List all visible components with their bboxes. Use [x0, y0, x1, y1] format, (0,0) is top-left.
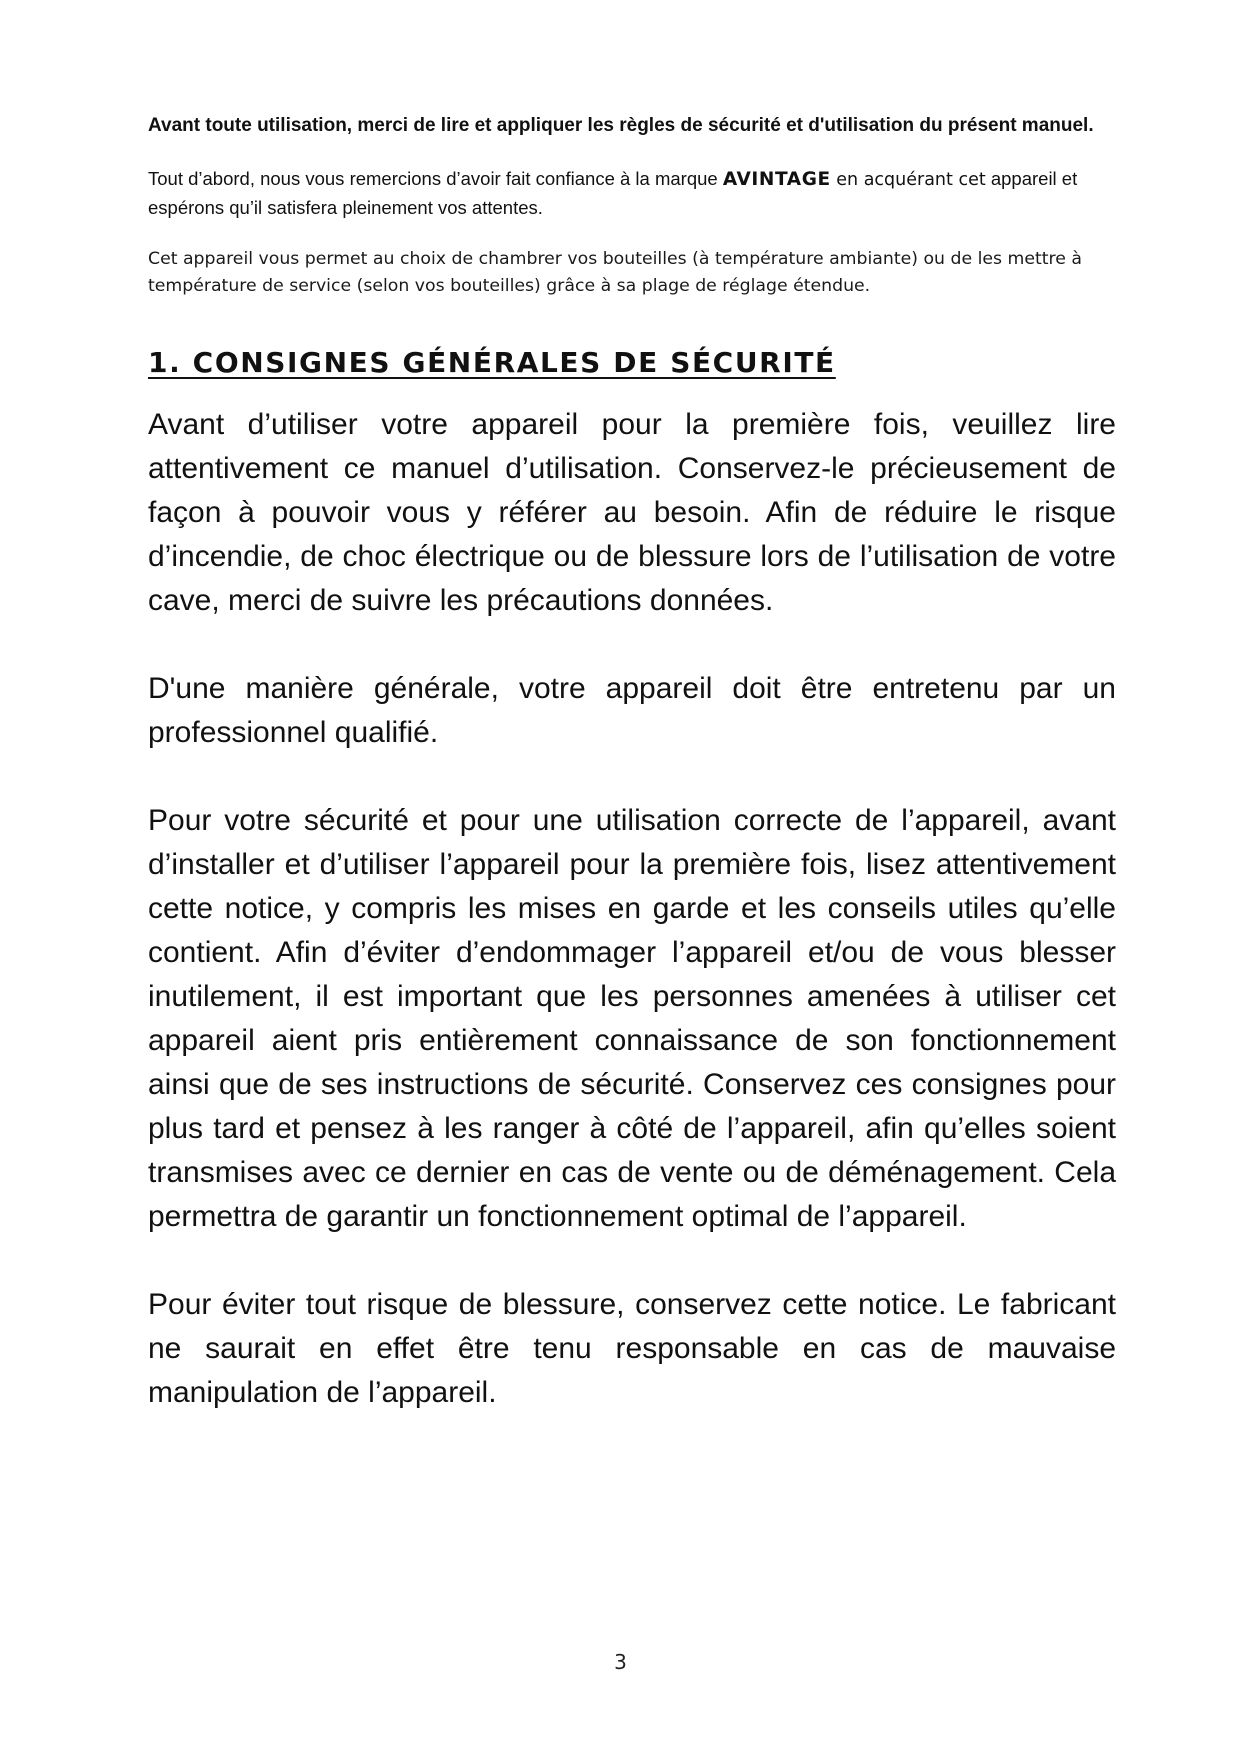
safety-paragraph-4: Pour éviter tout risque de blessure, conservez cette notice. Le fabricant ne saurait en effet être tenu responsable en cas de mauvaise manipulation de l’appareil.	[148, 1288, 1116, 1409]
section-title: 1. CONSIGNES GÉNÉRALES DE SÉCURITÉ	[148, 346, 836, 379]
intro-thanks-before: Tout d’abord, nous vous remercions d’avoir fait confiance à la marque	[148, 168, 723, 189]
intro-description: Cet appareil vous permet au choix de chambrer vos bouteilles (à température ambiante) ou de les mettre à température de service (selon vos bouteilles) grâce à sa plage de réglage étendue.	[148, 249, 1082, 296]
intro-thanks-after: appareil et espérons qu’il satisfera pleinement vos attentes.	[148, 168, 1078, 218]
page-content	[148, 112, 1116, 1459]
intro-thanks	[148, 165, 1116, 221]
safety-paragraph-2: D'une manière générale, votre appareil doit être entretenu par un professionnel qualifié.	[148, 672, 1116, 749]
intro-warning: Avant toute utilisation, merci de lire et appliquer les règles de sécurité et d'utilisation du présent manuel.	[148, 115, 1094, 136]
page-number: 3	[614, 1650, 627, 1674]
safety-paragraph-1: Avant d’utiliser votre appareil pour la première fois, veuillez lire attentivement ce manuel d’utilisation. Conservez-le précieusement de façon à pouvoir vous y référer au besoin. Afin de réduire le risque d’incendie, de choc électrique ou de blessure lors de l’utilisation de votre cave, merci de suivre les précautions données.	[148, 408, 1116, 617]
intro-thanks-tail: en acquérant cet	[830, 170, 986, 190]
safety-paragraph-3: Pour votre sécurité et pour une utilisation correcte de l’appareil, avant d’installer et d’utiliser l’appareil pour la première fois, lisez attentivement cette notice, y compris les mises en garde et les conseils utiles qu’elle contient. Afin d’éviter d’endommager l’appareil et/ou de vous blesser inutilement, il est important que les personnes amenées à utiliser cet appareil aient pris entièrement connaissance de son fonctionnement ainsi que de ses instructions de sécurité. Conservez ces consignes pour plus tard et pensez à les ranger à côté de l’appareil, afin qu’elles soient transmises avec ce dernier en cas de vente ou de déménagement. Cela permettra de garantir un fonctionnement optimal de l’appareil.	[148, 804, 1116, 1233]
brand-name: AVINTAGE	[722, 169, 831, 190]
